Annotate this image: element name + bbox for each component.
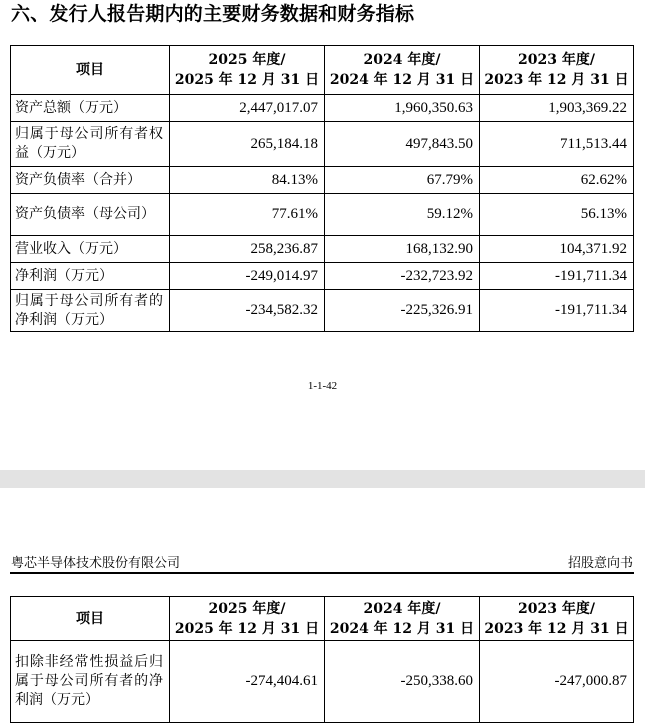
page-number: 1-1-42 (307, 380, 338, 392)
table-row (11, 95, 634, 122)
cell-2024: -250,338.60 (325, 641, 480, 723)
cell-2025: 77.61% (170, 194, 325, 236)
table-row (11, 167, 634, 194)
table-row (11, 263, 634, 290)
row-label: 净利润（万元） (11, 263, 170, 290)
cell-2025: -274,404.61 (170, 641, 325, 723)
header-item: 项目 (11, 46, 170, 95)
cell-2023: 104,371.92 (480, 236, 634, 263)
cell-2024: 168,132.90 (325, 236, 480, 263)
table-row (11, 236, 634, 263)
cell-2025: -249,014.97 (170, 263, 325, 290)
cell-2024: 59.12% (325, 194, 480, 236)
cell-2025: 258,236.87 (170, 236, 325, 263)
cell-2025: -234,582.32 (170, 290, 325, 332)
table-row (11, 641, 634, 723)
row-label: 营业收入（万元） (11, 236, 170, 263)
cell-2024: -232,723.92 (325, 263, 480, 290)
cell-2024: 67.79% (325, 167, 480, 194)
table-row (11, 290, 634, 332)
page-separator (0, 470, 645, 488)
cell-2023: 56.13% (480, 194, 634, 236)
row-label: 资产负债率（合并） (11, 167, 170, 194)
cell-2023: -247,000.87 (480, 641, 634, 723)
row-label: 归属于母公司所有者的净利润（万元） (11, 290, 170, 332)
header-2025: 2025 年度/ 2025 年 12 月 31 日 (170, 46, 325, 95)
header-rule (10, 572, 634, 574)
company-name: 粤芯半导体技术股份有限公司 (11, 556, 181, 571)
cell-2023: -191,711.34 (480, 263, 634, 290)
header-2023: 2023 年度/ 2023 年 12 月 31 日 (480, 597, 634, 641)
cell-2024: 1,960,350.63 (325, 95, 480, 122)
header-2025: 2025 年度/ 2025 年 12 月 31 日 (170, 597, 325, 641)
row-label: 资产负债率（母公司） (11, 194, 170, 236)
cell-2023: 62.62% (480, 167, 634, 194)
cell-2023: 711,513.44 (480, 122, 634, 167)
table-row (11, 194, 634, 236)
row-label: 资产总额（万元） (11, 95, 170, 122)
row-label: 扣除非经常性损益后归属于母公司所有者的净利润（万元） (11, 641, 170, 723)
cell-2023: 1,903,369.22 (480, 95, 634, 122)
header-2023: 2023 年度/ 2023 年 12 月 31 日 (480, 46, 634, 95)
section-title: 六、发行人报告期内的主要财务数据和财务指标 (11, 3, 415, 25)
cell-2024: 497,843.50 (325, 122, 480, 167)
table-header-row (11, 46, 634, 95)
table-header-row (11, 597, 634, 641)
row-label: 归属于母公司所有者权益（万元） (11, 122, 170, 167)
cell-2024: -225,326.91 (325, 290, 480, 332)
cell-2025: 265,184.18 (170, 122, 325, 167)
document-type: 招股意向书 (567, 556, 633, 571)
cell-2025: 2,447,017.07 (170, 95, 325, 122)
cell-2023: -191,711.34 (480, 290, 634, 332)
header-2024: 2024 年度/ 2024 年 12 月 31 日 (325, 597, 480, 641)
header-2024: 2024 年度/ 2024 年 12 月 31 日 (325, 46, 480, 95)
header-item: 项目 (11, 597, 170, 641)
cell-2025: 84.13% (170, 167, 325, 194)
financial-table-continued (10, 596, 634, 723)
table-row (11, 122, 634, 167)
financial-table (10, 45, 634, 332)
